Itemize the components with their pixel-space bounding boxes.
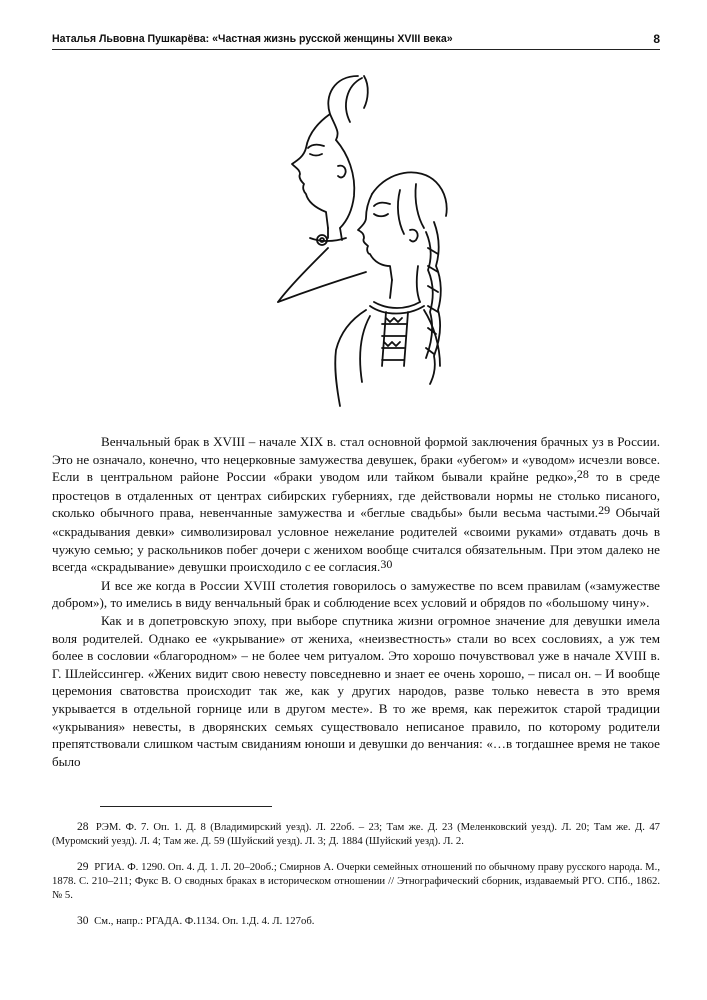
- two-women-profile-illustration: [270, 66, 456, 428]
- body-text: [52, 433, 660, 770]
- page-header: [52, 33, 660, 49]
- paragraph: [52, 433, 660, 577]
- footnote-text: РЭМ. Ф. 7. Оп. 1. Д. 8 (Владимирский уезд). Л. 22об. – 23; Там же. Д. 23 (Меленковский уезд). Л. 20; Там же. Д. 47 (Муромский уезд). Л. 4; Там же. Д. 59 (Шуйский уезд). Л. 3; Д. 1884 (Шуйский уезд). Л. 2.: [52, 821, 661, 847]
- footnote-text: РГИА. Ф. 1290. Оп. 4. Д. 1. Л. 20–20об.; Смирнов А. Очерки семейных отношений по обычному праву русского народа. М., 1878. С. 210–211; Фукс В. О сводных браках в историческом отношении // Этнографический сборник, издаваемый РГО. СПб., 1862. № 5.: [52, 861, 660, 901]
- footnote-reference[interactable]: 29: [598, 503, 611, 518]
- header-divider: [52, 49, 660, 50]
- footnote: [52, 820, 660, 848]
- footnotes: [52, 820, 660, 940]
- paragraph: Как и в допетровскую эпоху, при выборе спутника жизни огромное значение для девушки имела воля родителей. Однако ее «укрывание» от жениха, «неизвестность» стали во всех сословиях, а уж тем более в сословии «благородном» – не более чем ритуалом. Это хорошо почувствовал уже в начале XVIII в. Г. Шлейссингер. «Жених видит свою невесту повседневно и знает ее очень хорошо, – писал он. – И вообще церемония сватовства происходит так же, как у других народов, разве только невеста в это время укрывается в отдельной горнице или в другом месте». В то же время, как пережиток старой традиции «укрывания» невесты, в дворянских семьях существовало неписаное правило, по которому родители препятствовали слишком частым свиданиям юноши и девушки до венчания: «…в тогдашнее время не такое было: [52, 612, 660, 769]
- footnote-number: 30: [77, 915, 89, 927]
- paragraph: И все же когда в России XVIII столетия говорилось о замужестве по всем правилам («замужестве добром»), то имелись в виду венчальный брак и соблюдение всех условий и обрядов по «большому чину».: [52, 577, 660, 611]
- footnote-divider: [100, 806, 272, 807]
- footnote: [52, 860, 660, 902]
- paragraph-text: то в среде простецов в отдаленных от центрах сибирских губерниях, где действовали нормы не столько писаного, сколько обычного права, невенчанные замужества и «беглые свадьбы» были весьма частыми.: [52, 469, 660, 521]
- footnote-text: См., напр.: РГАДА. Ф.1134. Оп. 1.Д. 4. Л. 127об.: [94, 915, 315, 927]
- paragraph-text: Обычай «скрадывания девки» символизировал условное нежелание родителей «своими руками» отдавать дочь в чужую семью; у раскольников побег дочери с женихом вообще считался обязательным. При этом далеко не всегда «скрадывание» девушки происходило с ее согласия.: [52, 505, 660, 575]
- header-title: Наталья Львовна Пушкарёва: «Частная жизнь русской женщины XVIII века»: [52, 33, 453, 45]
- footnote-reference[interactable]: 30: [380, 557, 393, 572]
- footnote-number: 28: [77, 821, 89, 833]
- footnote: [52, 914, 660, 928]
- paragraph-text: Венчальный брак в XVIII – начале XIX в. стал основной формой заключения брачных уз в России. Это не означало, конечно, что нецерковные замужества девушек, браки «убегом» и «уводом» исчезли вовсе. Если в центральном районе России «браки уводом или тайком бывали крайне редко»,: [52, 434, 660, 485]
- footnote-number: 29: [77, 861, 89, 873]
- footnote-reference[interactable]: 28: [576, 467, 589, 482]
- page-number: 8: [653, 32, 660, 46]
